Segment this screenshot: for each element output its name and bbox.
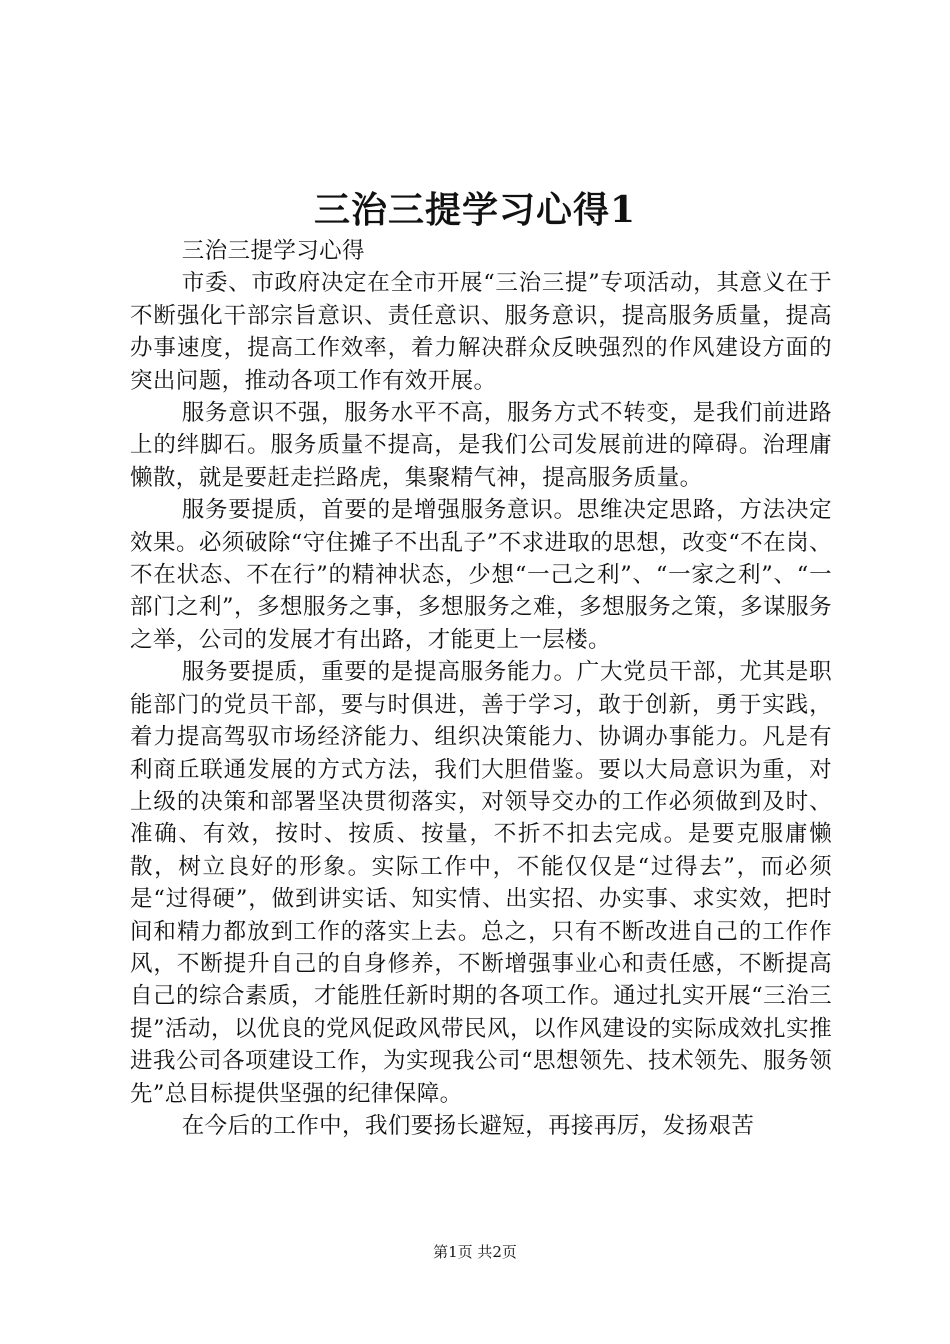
- document-title: 三治三提学习心得1: [313, 189, 637, 231]
- page-footer: 第1页 共2页: [433, 1243, 517, 1261]
- paragraph-service-quality: 服务要提质，首要的是增强服务意识。思维决定思路，方法决定效果。必须破除“守住摊子不出乱子”不求进取的思想，改变“不在岗、不在状态、不在行”的精神状态，少想“一己之利”、“一家之利”、“一部门之利”，多想服务之事，多想服务之难，多想服务之策，多谋服务之举，公司的发展才有出路，才能更上一层楼。: [130, 497, 832, 653]
- paragraph-service-capability: 服务要提质，重要的是提高服务能力。广大党员干部，尤其是职能部门的党员干部，要与时俱进，善于学习，敢于创新，勇于实践，着力提高驾驭市场经济能力、组织决策能力、协调办事能力。凡是有利商丘联通发展的方式方法，我们大胆借鉴。要以大局意识为重，对上级的决策和部署坚决贯彻落实，对领导交办的工作必须做到及时、准确、有效，按时、按质、按量，不折不扣去完成。是要克服庸懒散，树立良好的形象。实际工作中，不能仅仅是“过得去”，而必须是“过得硬”，做到讲实话、知实情、出实招、办实事、求实效，把时间和精力都放到工作的落实上去。总之，只有不断改进自己的工作作风，不断提升自己的自身修养，不断增强事业心和责任感，不断提高自己的综合素质，才能胜任新时期的各项工作。通过扎实开展“三治三提”活动，以优良的党风促政风带民风，以作风建设的实际成效扎实推进我公司各项建设工作，为实现我公司“思想领先、技术领先、服务领先”总目标提供坚强的纪律保障。: [130, 659, 832, 1107]
- paragraph-intro: 市委、市政府决定在全市开展“三治三提”专项活动，其意义在于不断强化干部宗旨意识、责任意识、服务意识，提高服务质量，提高办事速度，提高工作效率，着力解决群众反映强烈的作风建设方面的突出问题，推动各项工作有效开展。: [130, 270, 832, 394]
- paragraph-future-work: 在今后的工作中，我们要扬长避短，再接再厉，发扬艰苦: [181, 1112, 755, 1139]
- document-body: [130, 235, 832, 1142]
- paragraph-service-awareness: 服务意识不强，服务水平不高，服务方式不转变，是我们前进路上的绊脚石。服务质量不提高，是我们公司发展前进的障碍。治理庸懒散，就是要赶走拦路虎，集聚精气神，提高服务质量。: [130, 400, 832, 491]
- paragraph-subtitle: 三治三提学习心得: [181, 238, 365, 264]
